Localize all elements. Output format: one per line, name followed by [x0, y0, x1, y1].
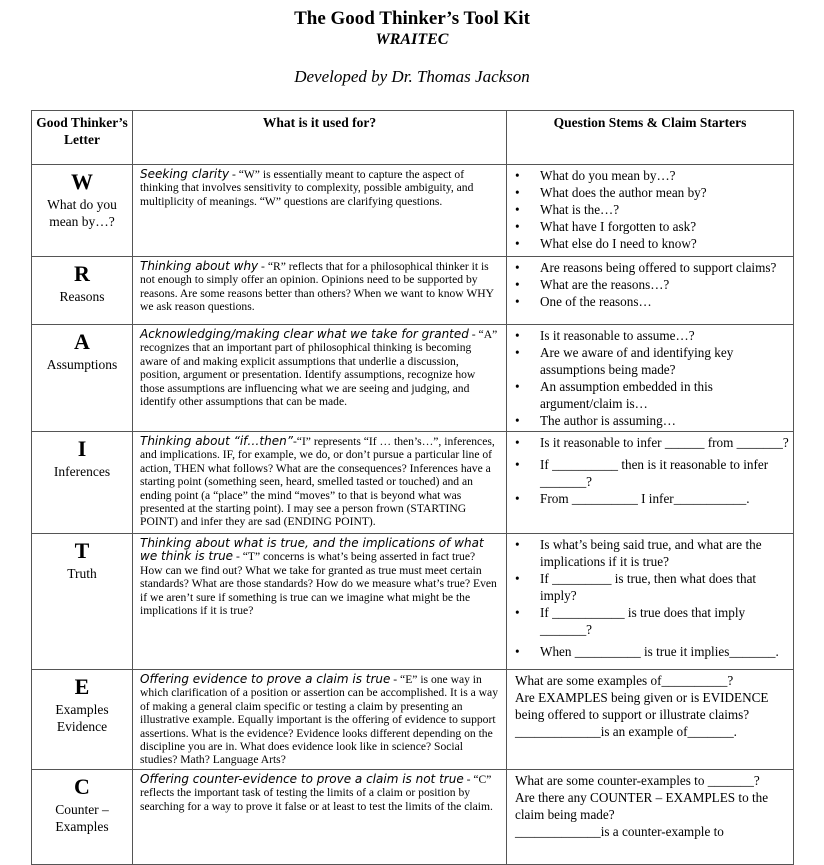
table-row — [32, 670, 794, 770]
list-item: • An assumption embedded in this argument/claim is… — [515, 378, 789, 412]
use-text: - “T” concerns is what’s being asserted in fact true? How can we find out? What we take for granted as true must meet certain standards? What are those standards? How do we measure what’s true? Even if we aren’t sure if something is true can we imagine what might be the implications if it is true? — [140, 550, 497, 618]
column-header-use: What is it used for? — [133, 111, 507, 165]
stems-cell — [507, 770, 794, 865]
use-text: - “A” recognizes that an important part of philosophical thinking is becoming aware of and making explicit assumptions that underlie a discussion, position, argument or presentation. Identify assumptions, recognize how those assumptions are influencing what we are seeing and judging, and identify other assumptions that can be made. — [140, 328, 498, 409]
row-letter-name: Truth — [67, 566, 97, 581]
use-cell — [133, 670, 507, 770]
use-lead: Offering counter-evidence to prove a claim is not true — [140, 772, 464, 786]
row-letter: I — [77, 436, 87, 461]
list-item: • What are the reasons…? — [515, 276, 789, 293]
row-letter: T — [74, 538, 90, 563]
stems-cell — [507, 432, 794, 534]
page-subtitle: WRAITEC — [375, 31, 449, 48]
page-title: The Good Thinker’s Tool Kit — [294, 8, 530, 29]
table-row — [32, 432, 794, 534]
claim-starter: What are some counter-examples to _______? — [515, 773, 760, 788]
list-item: • One of the reasons… — [515, 293, 789, 310]
table-row — [32, 534, 794, 670]
letter-cell — [32, 165, 133, 257]
row-letter-name: Inferences — [53, 464, 111, 479]
list-item: • Are reasons being offered to support claims? — [515, 259, 789, 276]
row-letter-name: Counter – Examples — [55, 802, 109, 834]
list-item: • Are we aware of and identifying key assumptions being made? — [515, 344, 789, 378]
use-lead: Offering evidence to prove a claim is true — [140, 672, 391, 686]
list-item: • What have I forgotten to ask? — [515, 218, 789, 235]
row-letter-name: Examples Evidence — [55, 702, 109, 734]
letter-cell — [32, 257, 133, 325]
row-letter-name: What do you mean by…? — [47, 197, 117, 229]
use-cell — [133, 432, 507, 534]
author-line: Developed by Dr. Thomas Jackson — [294, 67, 530, 86]
row-letter: C — [74, 774, 90, 799]
list-item: • When __________ is true it implies_______. — [515, 643, 789, 660]
use-lead: Seeking clarity — [140, 167, 230, 181]
list-item: • Is what’s being said true, and what are the implications if it is true? — [515, 536, 789, 570]
stems-cell — [507, 325, 794, 432]
document-header — [0, 8, 824, 88]
toolkit-table — [31, 110, 794, 865]
column-header-letter: Good Thinker’s Letter — [32, 111, 133, 165]
stems-cell — [507, 165, 794, 257]
row-letter-name: Reasons — [59, 289, 105, 304]
use-text: - “R” reflects that for a philosophical thinker it is not enough to simply offer an opinion. Opinions need to be supported by reasons. Are some reasons better than others? When we want to know WHY we ask reason questions. — [140, 260, 494, 314]
row-letter-name: Assumptions — [46, 357, 118, 372]
use-cell — [133, 257, 507, 325]
use-text: - “W” is essentially meant to capture the aspect of thinking that involves sensitivity to complexity, possible ambiguity, and multiplicity of meanings. “W” questions are clarifying questions. — [140, 168, 474, 208]
row-letter: W — [71, 169, 93, 194]
row-letter: E — [74, 674, 90, 699]
row-letter: R — [74, 261, 90, 286]
use-cell — [133, 325, 507, 432]
claim-starter: _____________is an example of_______. — [515, 724, 737, 739]
letter-cell — [32, 432, 133, 534]
table-row — [32, 325, 794, 432]
list-item: • If _________ is true, then what does that imply? — [515, 570, 789, 604]
list-item: • What do you mean by…? — [515, 167, 789, 184]
list-item: • Is it reasonable to assume…? — [515, 327, 789, 344]
list-item: • If ___________ is true does that imply _______? — [515, 604, 789, 638]
use-lead: Thinking about what is true, and the implications of what we think is true — [140, 536, 484, 564]
table-row — [32, 257, 794, 325]
use-cell — [133, 534, 507, 670]
list-item: • If __________ then is it reasonable to infer _______? — [515, 456, 789, 490]
row-letter: A — [74, 329, 90, 354]
table-header-row — [32, 111, 794, 165]
table-row — [32, 770, 794, 865]
list-item: • What does the author mean by? — [515, 184, 789, 201]
list-item: • From __________ I infer___________. — [515, 490, 789, 507]
stems-cell — [507, 670, 794, 770]
claim-starter: What are some examples of__________? — [515, 673, 734, 688]
list-item: • What is the…? — [515, 201, 789, 218]
use-cell — [133, 770, 507, 865]
letter-cell — [32, 534, 133, 670]
letter-cell — [32, 770, 133, 865]
use-text: - “C” reflects the important task of testing the limits of a claim or position by searching for a way to prove it false or at least to test the limits of the claim. — [140, 773, 493, 813]
use-lead: Acknowledging/making clear what we take for granted — [140, 327, 469, 341]
column-header-stems: Question Stems & Claim Starters — [507, 111, 794, 165]
use-cell — [133, 165, 507, 257]
list-item: • Is it reasonable to infer ______ from _______? — [515, 434, 789, 451]
stems-cell — [507, 534, 794, 670]
claim-starter: Are there any COUNTER – EXAMPLES to the claim being made? — [515, 790, 769, 822]
list-item: • What else do I need to know? — [515, 235, 789, 252]
table-row — [32, 165, 794, 257]
list-item: • The author is assuming… — [515, 412, 789, 429]
claim-starter: Are EXAMPLES being given or is EVIDENCE being offered to support or illustrate claims? — [515, 690, 769, 722]
claim-starter: _____________is a counter-example to — [515, 824, 724, 839]
letter-cell — [32, 325, 133, 432]
use-lead: Thinking about “if…then” — [140, 434, 293, 448]
use-text: - “E” is one way in which clarification of a position or assertion can be accomplished. It is a way of making a general claim specific or testing a claim by presenting an illustrative example. Equally important is the offering of evidence to support assertions. What is the evidence? Evidence looks different depending on the discipline you are in. What does evidence look like in science? Social studies? Math? Language Arts? — [140, 673, 499, 767]
stems-cell — [507, 257, 794, 325]
letter-cell — [32, 670, 133, 770]
use-text: -“I” represents “If … then’s…”, inferences, and implications. IF, for example, we do, or don’t pursue a particular line of action, THEN what follows? What are the consequences? Inferences have a starting point (something seen, heard, smelled tasted or touched) and an ending point (a “place” the mind “moves” to that is beyond what was presented at the starting point). I may see a person frown (STARTING POINT) and infer they are sad (ENDING POINT). — [140, 435, 495, 529]
use-lead: Thinking about why — [140, 259, 259, 273]
